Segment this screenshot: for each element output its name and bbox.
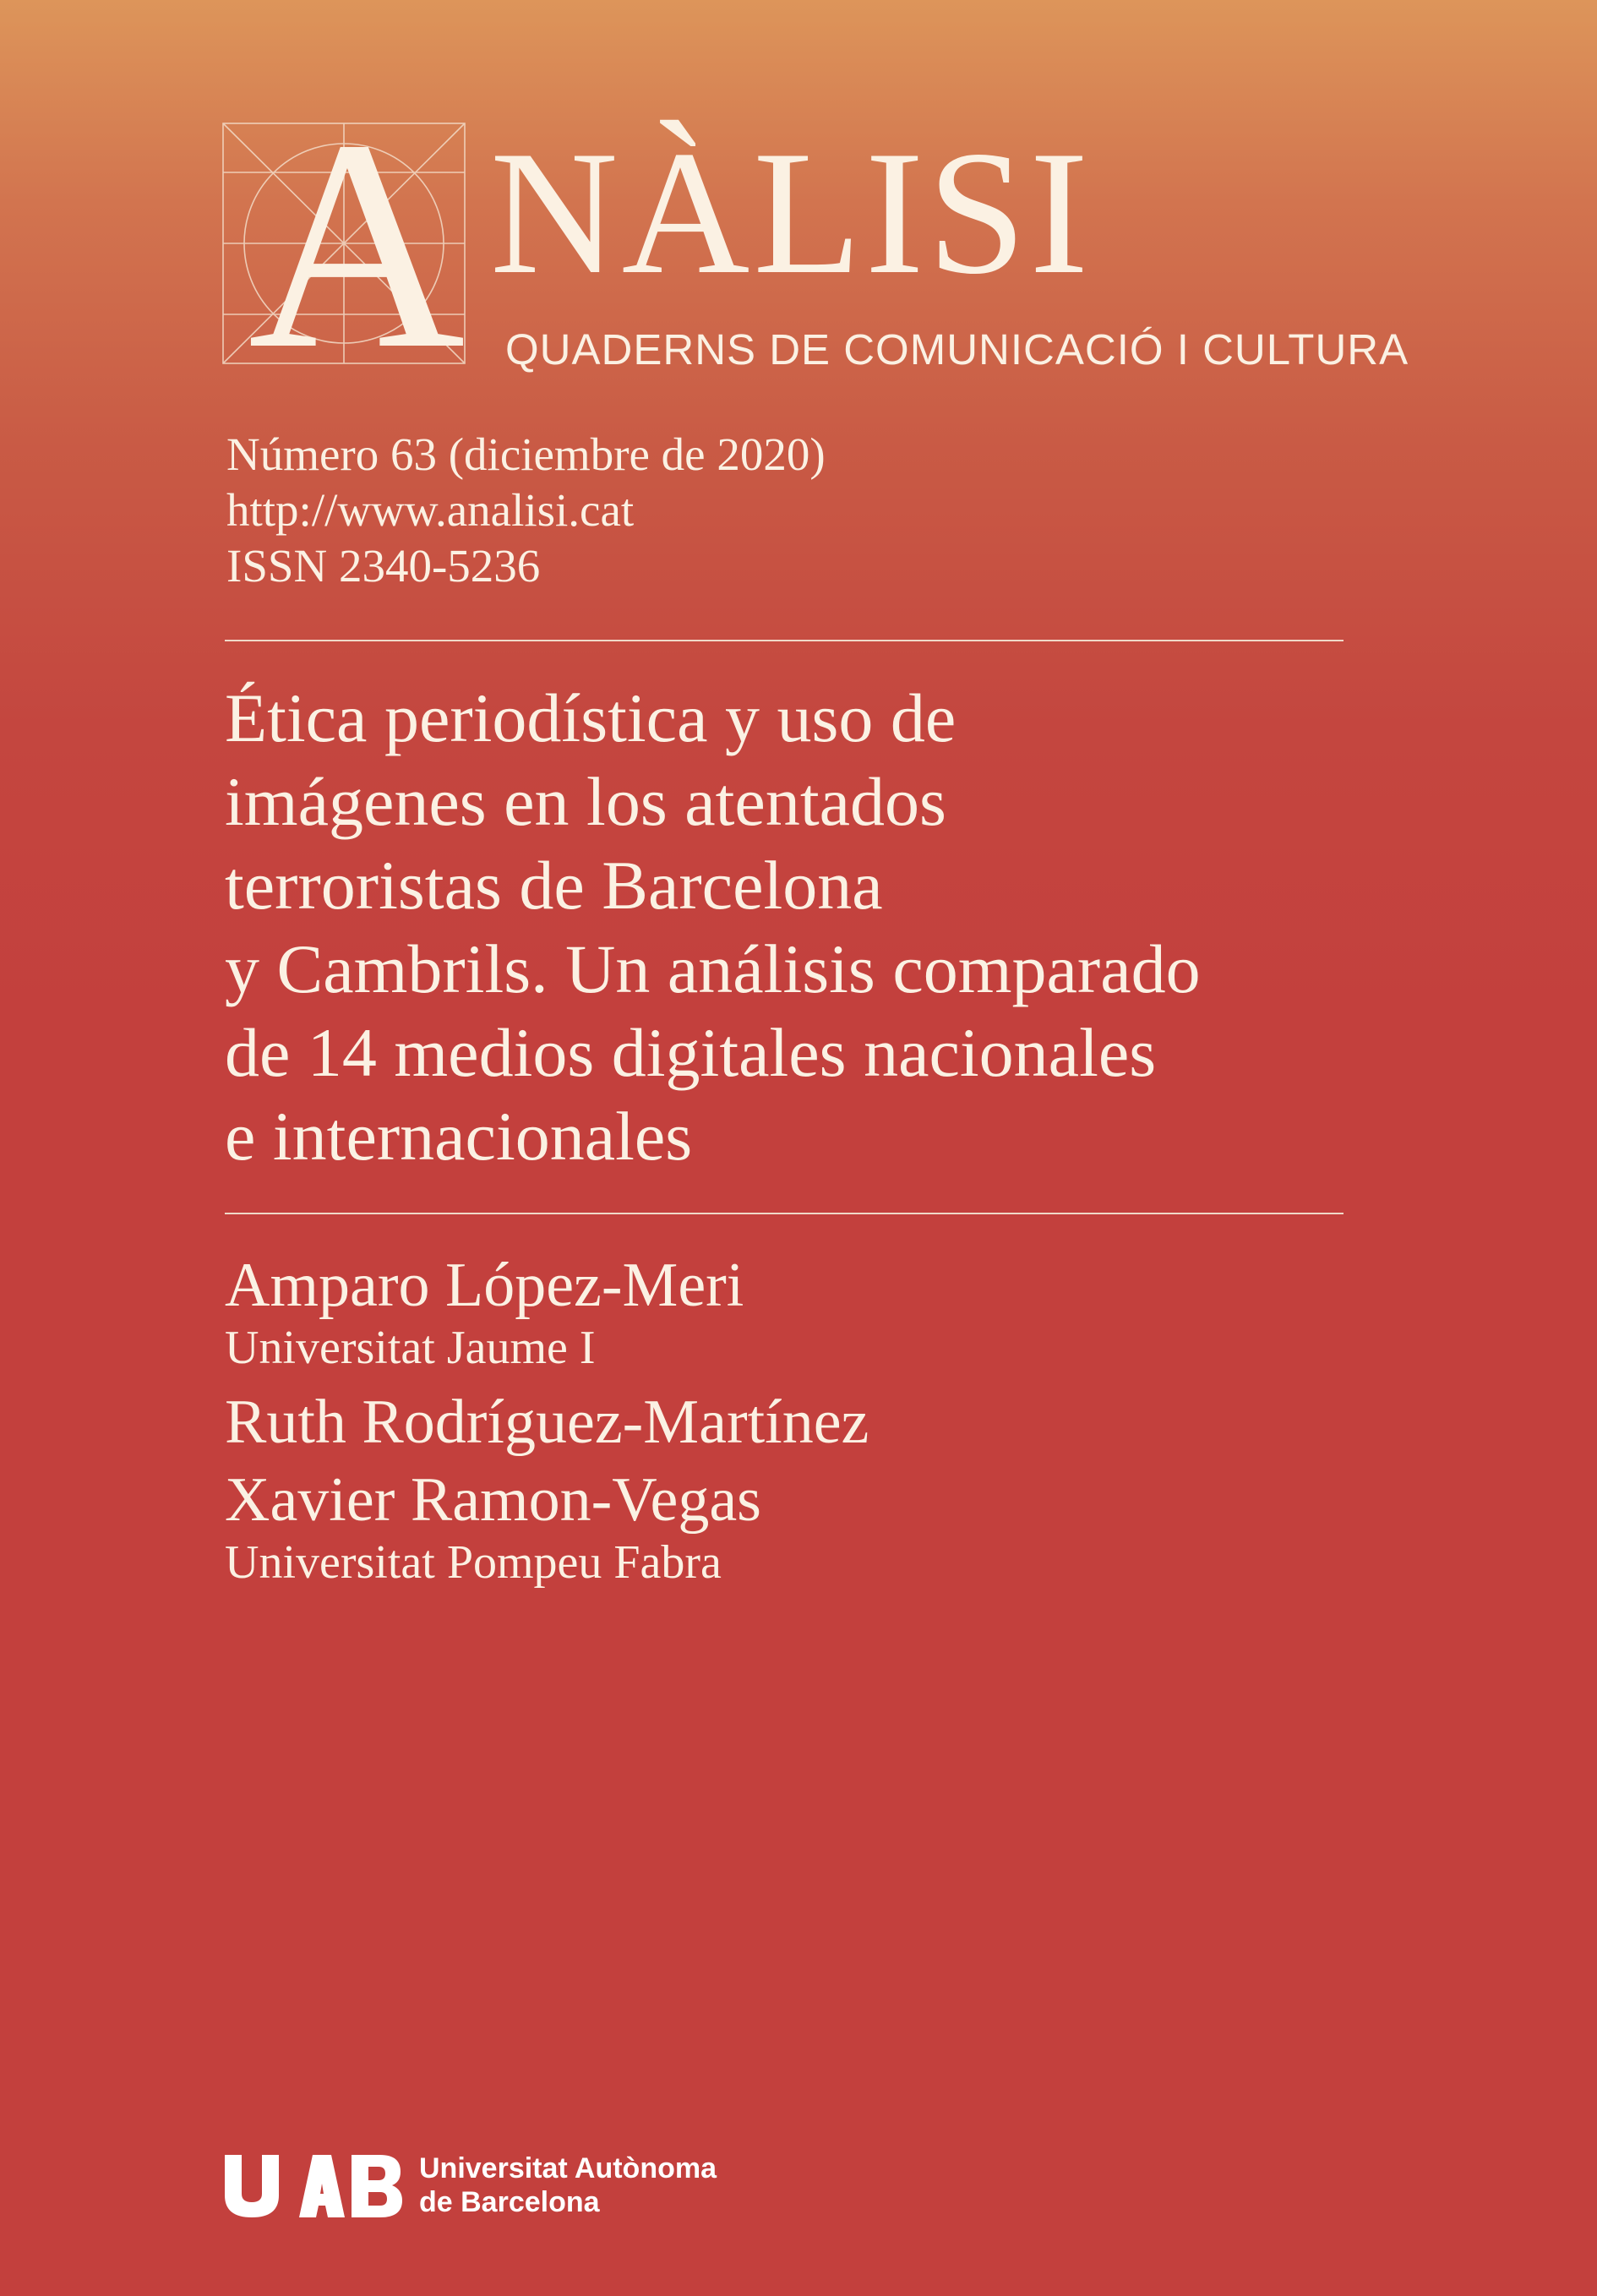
article-title-line: de 14 medios digitales nacionales [225, 1014, 1157, 1091]
divider-top [225, 640, 1344, 641]
masthead-subtitle: QUADERNS DE COMUNICACIÓ I CULTURA [505, 325, 1409, 374]
author-affiliation: Universitat Jaume I [225, 1322, 596, 1374]
article-title-line: imágenes en los atentados [225, 763, 946, 840]
issn: ISSN 2340-5236 [226, 540, 541, 592]
article-title-line: y Cambrils. Un análisis comparado [225, 930, 1201, 1007]
article-title-line: e internacionales [225, 1098, 693, 1175]
author-name: Xavier Ramon-Vegas [225, 1465, 761, 1535]
author-list [225, 1249, 1349, 1589]
masthead-title: NÀLISI [490, 115, 1093, 311]
publisher-name [419, 2151, 717, 2219]
journal-url[interactable]: http://www.analisi.cat [226, 484, 635, 536]
article-title-line: terroristas de Barcelona [225, 847, 883, 924]
journal-masthead [221, 66, 1409, 412]
publisher-name-line2: de Barcelona [419, 2186, 600, 2218]
divider-bottom [225, 1213, 1344, 1214]
publisher-name-line1: Universitat Autònoma [419, 2152, 717, 2184]
author-name: Amparo López-Meri [225, 1251, 744, 1320]
author-name: Ruth Rodríguez-Martínez [225, 1388, 869, 1457]
issue-info [226, 427, 826, 594]
author-affiliation: Universitat Pompeu Fabra [225, 1536, 722, 1589]
uab-logo-mark [225, 2151, 402, 2217]
issue-number: Número 63 (diciembre de 2020) [226, 428, 826, 480]
article-title [225, 676, 1357, 1178]
masthead-initial-letter: A [248, 79, 466, 412]
article-title-line: Ética periodística y uso de [225, 679, 957, 756]
